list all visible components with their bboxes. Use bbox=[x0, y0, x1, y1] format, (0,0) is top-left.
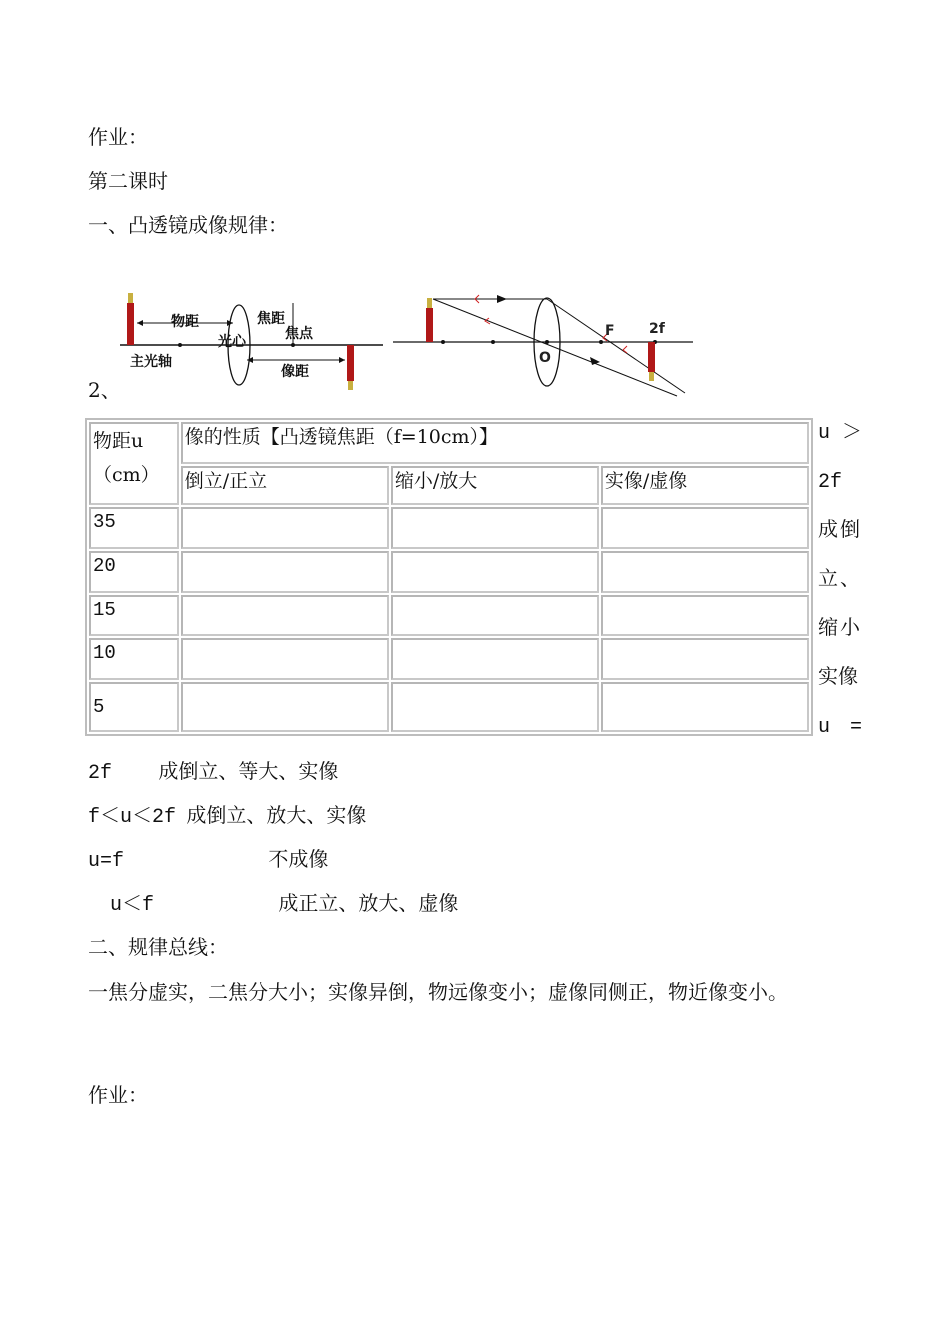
side-line: u = bbox=[818, 716, 863, 739]
imaging-table bbox=[85, 418, 813, 736]
left-lens-diagram bbox=[120, 293, 383, 390]
summary-text: 一焦分虚实，二焦分大小；实像异倒，物远像变小；虚像同侧正，物近像变小。 bbox=[88, 980, 788, 1004]
cell-size[interactable] bbox=[391, 551, 599, 593]
side-line: 立、 bbox=[818, 569, 862, 592]
table-row bbox=[89, 507, 809, 549]
table-row bbox=[89, 551, 809, 593]
row-distance: 35 bbox=[89, 507, 179, 549]
label-focal-length: 焦距 bbox=[257, 311, 285, 327]
lesson-heading: 第二课时 bbox=[88, 169, 168, 193]
side-note bbox=[818, 409, 868, 752]
cell-orientation[interactable] bbox=[181, 595, 389, 637]
right-lens-diagram bbox=[393, 295, 693, 396]
section2-heading: 二、规律总线： bbox=[88, 935, 228, 959]
label-right-center: O bbox=[539, 350, 551, 366]
rule-result: 成倒立、放大、实像 bbox=[186, 803, 367, 827]
homework-heading: 作业： bbox=[88, 125, 148, 149]
side-line: 实像 bbox=[818, 667, 858, 690]
header-orientation: 倒立/正立 bbox=[181, 466, 389, 506]
label-optical-center: 光心 bbox=[218, 334, 246, 350]
rule-condition: f＜u＜2f bbox=[88, 806, 177, 829]
cell-real-virtual[interactable] bbox=[601, 595, 809, 637]
row-distance: 10 bbox=[89, 638, 179, 680]
label-main-axis: 主光轴 bbox=[130, 354, 172, 370]
rule-line bbox=[110, 889, 458, 920]
cell-orientation[interactable] bbox=[181, 507, 389, 549]
cell-orientation[interactable] bbox=[181, 551, 389, 593]
label-focus: 焦点 bbox=[285, 326, 313, 342]
cell-orientation[interactable] bbox=[181, 638, 389, 680]
lens-diagram bbox=[115, 288, 695, 400]
label-image-distance: 像距 bbox=[281, 364, 309, 380]
section1-heading: 一、凸透镜成像规律： bbox=[88, 213, 288, 237]
label-right-focus: F bbox=[605, 323, 615, 339]
cell-real-virtual[interactable] bbox=[601, 682, 809, 732]
cell-orientation[interactable] bbox=[181, 682, 389, 732]
footer-homework-heading: 作业： bbox=[88, 1083, 148, 1107]
cell-real-virtual[interactable] bbox=[601, 551, 809, 593]
rule-line bbox=[88, 757, 338, 788]
rule-result: 不成像 bbox=[268, 847, 329, 871]
cell-size[interactable] bbox=[391, 507, 599, 549]
header-object-distance: 物距u（cm） bbox=[89, 422, 179, 505]
label-object-distance: 物距 bbox=[171, 314, 199, 330]
rule-condition: u=f bbox=[88, 850, 125, 873]
side-line: 2f bbox=[818, 471, 843, 494]
rule-result: 成正立、放大、虚像 bbox=[278, 891, 459, 915]
rule-condition: 2f bbox=[88, 762, 113, 785]
cell-real-virtual[interactable] bbox=[601, 638, 809, 680]
row-distance: 15 bbox=[89, 595, 179, 637]
rule-result: 成倒立、等大、实像 bbox=[158, 759, 339, 783]
item-number-2: 2、 bbox=[88, 378, 121, 402]
table-row bbox=[89, 682, 809, 732]
table-row bbox=[89, 595, 809, 637]
label-right-2f: 2f bbox=[649, 321, 665, 337]
header-real-virtual: 实像/虚像 bbox=[601, 466, 809, 506]
rule-line bbox=[88, 845, 328, 876]
cell-real-virtual[interactable] bbox=[601, 507, 809, 549]
side-line: 成倒 bbox=[818, 520, 862, 543]
row-distance: 5 bbox=[89, 682, 179, 732]
rule-condition: u＜f bbox=[110, 894, 155, 917]
rule-line bbox=[88, 801, 366, 832]
side-line: u ＞ bbox=[818, 422, 863, 445]
cell-size[interactable] bbox=[391, 638, 599, 680]
row-distance: 20 bbox=[89, 551, 179, 593]
cell-size[interactable] bbox=[391, 682, 599, 732]
cell-size[interactable] bbox=[391, 595, 599, 637]
header-size: 缩小/放大 bbox=[391, 466, 599, 506]
table-row bbox=[89, 638, 809, 680]
side-line: 缩小 bbox=[818, 618, 862, 641]
header-image-properties: 像的性质【凸透镜焦距（f=10cm）】 bbox=[181, 422, 809, 464]
